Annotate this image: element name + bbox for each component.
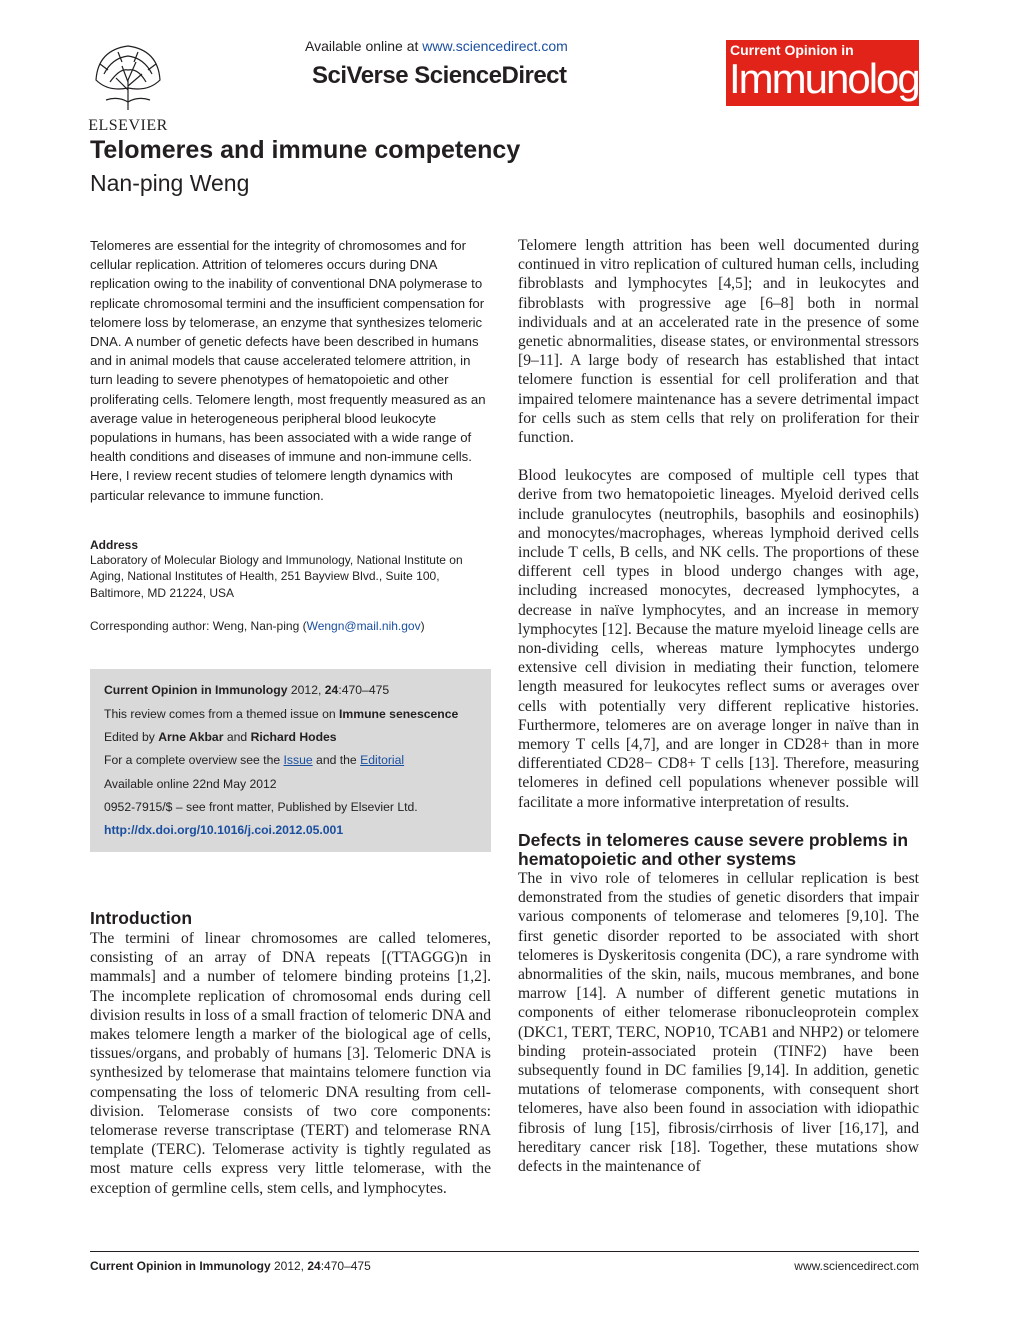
elsevier-logo	[88, 40, 168, 134]
issn-line: 0952-7915/$ – see front matter, Published by Elsevier Ltd.	[104, 799, 418, 814]
article-author: Nan-ping Weng	[90, 170, 250, 196]
footer-citation: Current Opinion in Immunology 2012, 24:470–475	[90, 1259, 371, 1273]
journal-logo	[726, 40, 938, 106]
email-link[interactable]: Wengn@mail.nih.gov	[306, 619, 421, 634]
section-heading-defects: Defects in telomeres cause severe problems in hematopoietic and other systems	[518, 829, 909, 869]
introduction-text: The termini of linear chromosomes are called telomeres, consisting of an array of DNA repeats [(TTAGGG)n in mammals] and a number of telomere binding proteins [1,2]. The incomplete replication of chromosomal ends during cell division results in loss of a small fraction of telomeric DNA and makes telomere length a marker of the biological age of cells, tissues/organs, and probably of humans [3]. Telomeric DNA is synthesized by telomerase that maintains telomere function via compensating the loss of telomeric DNA resulting from cell-division. Telomerase consists of two core components: telomerase reverse transcriptase (TERT) and telomerase RNA template (TERC). Telomerase activity is tightly regulated as most mature cells express very little telomerase, with the exception of germline cells, stem cells, and lymphocytes.	[90, 930, 491, 1197]
footer-divider	[90, 1251, 919, 1252]
overview-line: For a complete overview see the Issue and the Editorial	[104, 753, 405, 768]
corresponding-author: Corresponding author: Weng, Nan-ping (Wengn@mail.nih.gov)	[90, 619, 425, 634]
address-heading: Address	[90, 537, 139, 552]
abstract: Telomeres are essential for the integrity of chromosomes and for cellular replication. Attrition of telomeres occurs during DNA replication owing to the inability of conventional DNA polymerase to replicate chromosomal termini and the insufficient compensation for telomere loss by telomerase, an enzyme that synthesizes telomeric DNA. A number of genetic defects have been described in humans and in animal models that cause accelerated telomere attrition, in turn leading to severe phenotypes of hematopoietic and other proliferating cells. Telomere length, most frequently measured as an average value in heterogeneous peripheral blood leukocyte populations in humans, has been associated with a wide range of health conditions and diseases of immune and non-immune cells. Here, I review recent studies of telomere length dynamics with particular relevance to immune function.	[90, 238, 486, 503]
article-title: Telomeres and immune competency	[90, 136, 521, 164]
elsevier-tree-icon	[88, 40, 168, 112]
citation-line: Current Opinion in Immunology 2012, 24:470–475	[104, 683, 390, 698]
right-column	[518, 236, 919, 1176]
left-column	[90, 236, 491, 852]
issue-link[interactable]: Issue	[283, 753, 313, 768]
available-online: Available online at www.sciencedirect.com	[305, 38, 568, 54]
introduction-heading: Introduction	[90, 908, 193, 928]
publisher-name: ELSEVIER	[88, 117, 168, 134]
editorial-link[interactable]: Editorial	[360, 753, 405, 768]
paragraph-1: Telomere length attrition has been well documented during continued in vitro replication of cultured human cells, including fibroblasts and lymphocytes [4,5]; and in leukocytes and fibroblasts with progressive age [6–8] both in normal individuals and at an accelerated rate in the presence of some genetic abnormalities, disease states, or environmental stressors [9–11]. A large body of research has established that intact telomere function is essential for cell proliferation and that impaired telomere maintenance has a severe detrimental impact for cells such as stem cells that rely on proliferation for their function.	[518, 237, 919, 447]
paragraph-3: The in vivo role of telomeres in cellular replication is best demonstrated from the studies of genetic disorders that impair various components of telomerase and telomeres [9,10]. The first genetic disorder reported to be associated with short telomeres is Dyskeritosis congenita (DC), a rare syndrome with abnormalities of the skin, nails, mucous membranes, and bone marrow [14]. A number of different genetic mutations in components of either telomerase ribonucleoprotein complex (DKC1, TERT, TERC, NOP10, TCAB1 and NHP2) or telomere binding protein-associated protein (TINF2) have been subsequently found in DC families [9,14]. In addition, genetic mutations of telomerase components, with consequent short telomeres, have also been found in association with idiopathic fibrosis of lung [15], fibrosis/cirrhosis of liver [16,17], and hereditary cancer risk [18]. Together, these mutations show defects in the maintenance of	[518, 869, 919, 1175]
editors-line: Edited by Arne Akbar and Richard Hodes	[104, 729, 337, 744]
journal-logo-top: Current Opinion in	[730, 42, 854, 58]
address-text: Laboratory of Molecular Biology and Immunology, National Institute on Aging, National Institutes of Health, 251 Bayview Blvd., Suite 100, Baltimore, MD 21224, USA	[90, 552, 463, 600]
doi-link[interactable]: http://dx.doi.org/10.1016/j.coi.2012.05.001	[104, 823, 344, 838]
info-box	[90, 669, 491, 852]
paragraph-2: Blood leukocytes are composed of multiple cell types that derive from two hematopoietic lineages. Myeloid derived cells include granulocytes (neutrophils, basophils and eosinophils) and monocytes/macrophages, whereas lymphoid derived cells include T cells, B cells, and NK cells. The proportions of these different cell types in blood undergo changes with age, including increased monocytes, decreased lymphocytes, a decrease in naïve lymphocytes, and an increase in memory lymphocytes [12]. Because the mature myeloid lineage cells are non-dividing cells, whereas mature lymphocytes undergo extensive cell division in mediating their function, telomere length measured for leukocytes reflect sums or averages over cells with potentially very different replicative histories. Furthermore, telomeres are on average longer in naïve than in memory T cells [4,7], and are longer in CD28+ than in more differentiated CD28− CD8+ T cells [13]. Therefore, measuring telomeres in defined cell populations whenever possible will facilitate a more informative interpretation of results.	[518, 467, 919, 811]
available-line: Available online 22nd May 2012	[104, 776, 277, 791]
sciencedirect-link[interactable]: www.sciencedirect.com	[422, 38, 568, 54]
sciverse-brand: SciVerse ScienceDirect	[312, 62, 567, 89]
theme-line: This review comes from a themed issue on Immune senescence	[104, 706, 459, 721]
footer-url[interactable]: www.sciencedirect.com	[794, 1259, 919, 1273]
journal-logo-main: Immunology	[729, 55, 938, 102]
